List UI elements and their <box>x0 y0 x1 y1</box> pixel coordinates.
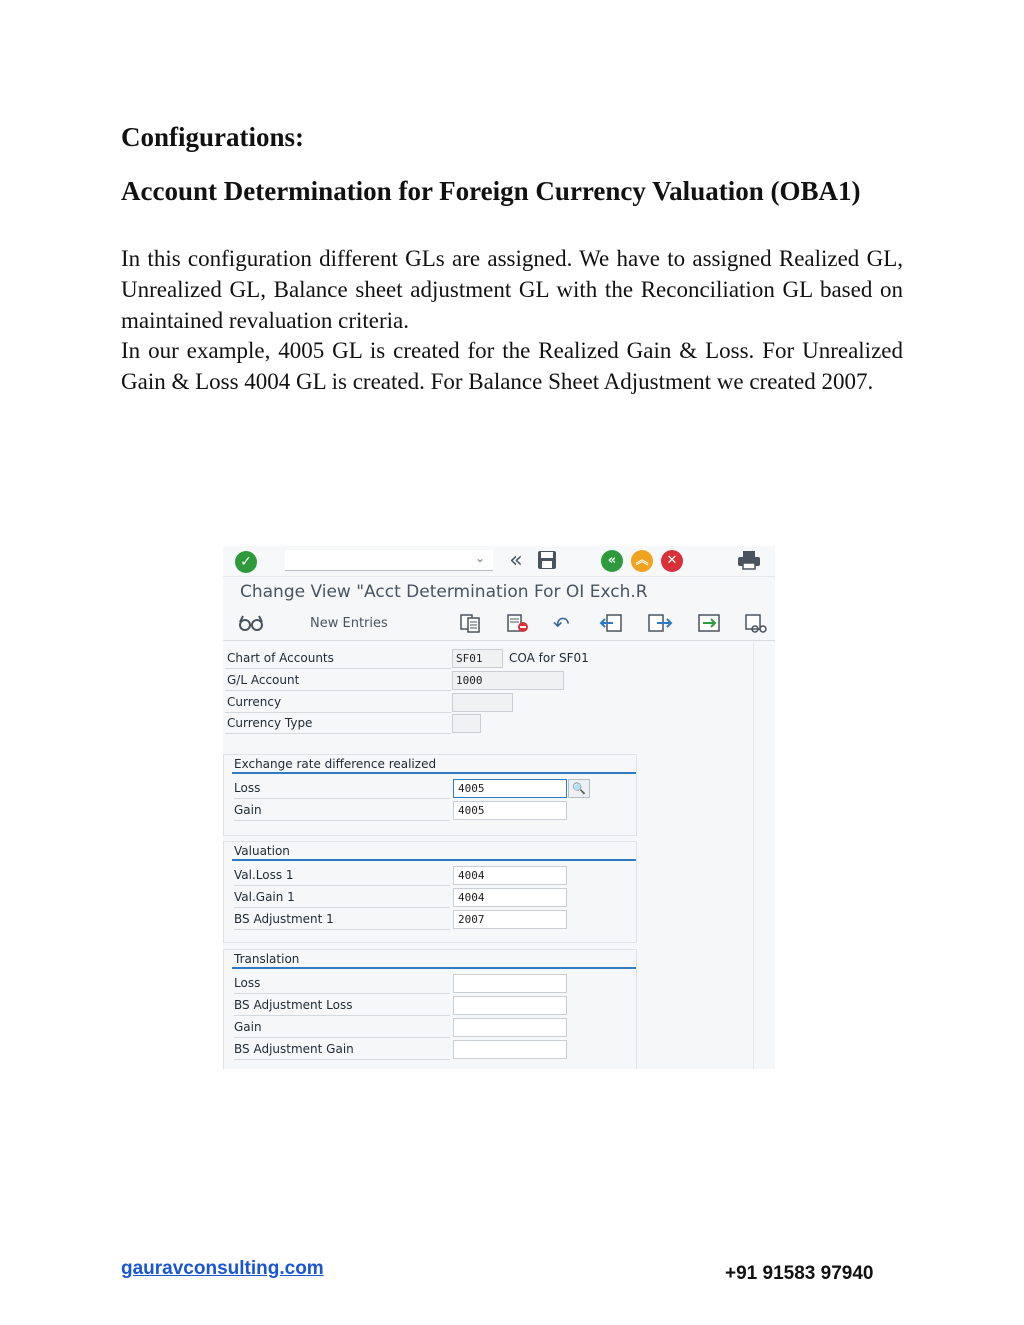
realized-loss-label: Loss <box>234 779 450 799</box>
realized-gain-label: Gain <box>234 801 450 821</box>
cancel-icon[interactable]: ✕ <box>661 550 683 572</box>
bs-adjustment-label: BS Adjustment 1 <box>234 910 450 930</box>
new-entries-button[interactable]: New Entries <box>310 616 388 631</box>
bs-adjustment-gain-label: BS Adjustment Gain <box>234 1040 450 1060</box>
transport-icon[interactable] <box>697 613 723 639</box>
translation-gain-field[interactable] <box>453 1018 567 1037</box>
undo-icon[interactable]: ↶ <box>553 612 570 636</box>
group-divider <box>232 967 636 969</box>
glasses-icon[interactable] <box>238 613 264 639</box>
phone-number: +91 91583 97940 <box>725 1263 874 1284</box>
group-realized-title: Exchange rate difference realized <box>234 757 437 771</box>
val-loss-label: Val.Loss 1 <box>234 866 450 886</box>
currency-type-label: Currency Type <box>225 714 451 734</box>
paragraph-1: In this configuration different GLs are assigned. We have to assigned Realized GL, Unrealized GL, Balance sheet adjustment GL with the Reconciliation GL based on maintained revaluation criteria. <box>121 246 903 333</box>
gl-account-label: G/L Account <box>225 671 451 691</box>
translation-gain-label: Gain <box>234 1018 450 1038</box>
currency-type-field[interactable] <box>452 714 481 733</box>
chart-of-accounts-field[interactable]: SF01 <box>452 649 503 668</box>
select-icon[interactable] <box>599 613 625 639</box>
translation-loss-label: Loss <box>234 974 450 994</box>
group-translation <box>223 949 637 1069</box>
bs-adjustment-loss-field[interactable] <box>453 996 567 1015</box>
paragraph-2: In our example, 4005 GL is created for the Realized Gain & Loss. For Unrealized Gain & Loss 4004 GL is created. For Balance Sheet Adjustment we created 2007. <box>121 338 903 394</box>
page-heading: Configurations: <box>121 122 305 152</box>
save-icon[interactable] <box>535 550 559 572</box>
gl-account-field[interactable]: 1000 <box>452 671 564 690</box>
sap-screenshot <box>223 546 775 1069</box>
back-icon[interactable]: « <box>601 550 623 572</box>
back-double-icon[interactable]: « <box>509 548 523 573</box>
bs-adjustment-gain-field[interactable] <box>453 1040 567 1059</box>
currency-label: Currency <box>225 693 451 713</box>
group-realized <box>223 754 637 836</box>
group-translation-title: Translation <box>234 952 300 966</box>
bs-adjustment-loss-label: BS Adjustment Loss <box>234 996 450 1016</box>
deselect-icon[interactable] <box>647 613 673 639</box>
command-field[interactable] <box>285 550 493 571</box>
val-gain-field[interactable]: 4004 <box>453 888 567 907</box>
exit-icon[interactable]: ︽ <box>631 550 653 572</box>
group-divider <box>232 859 636 861</box>
sap-system-toolbar <box>223 546 775 577</box>
group-valuation <box>223 841 637 943</box>
divider <box>753 642 754 1069</box>
check-icon[interactable]: ✓ <box>235 551 257 573</box>
value-help-icon[interactable]: 🔍 <box>568 779 590 798</box>
copy-icon[interactable] <box>459 613 483 639</box>
group-divider <box>232 772 636 774</box>
delete-icon[interactable] <box>506 613 530 639</box>
screen-title: Change View "Acct Determination For OI Exch.R <box>240 582 648 602</box>
print-icon[interactable] <box>735 550 763 572</box>
group-valuation-title: Valuation <box>234 844 290 858</box>
realized-loss-field[interactable]: 4005 <box>453 779 567 798</box>
bs-adjustment-field[interactable]: 2007 <box>453 910 567 929</box>
application-toolbar <box>223 608 775 641</box>
chart-of-accounts-label: Chart of Accounts <box>225 649 451 669</box>
translation-loss-field[interactable] <box>453 974 567 993</box>
currency-field[interactable] <box>452 693 513 712</box>
val-loss-field[interactable]: 4004 <box>453 866 567 885</box>
chevron-down-icon[interactable]: ⌄ <box>474 551 485 565</box>
val-gain-label: Val.Gain 1 <box>234 888 450 908</box>
display-icon[interactable] <box>743 613 769 639</box>
chart-of-accounts-desc: COA for SF01 <box>509 651 589 665</box>
realized-gain-field[interactable]: 4005 <box>453 801 567 820</box>
section-heading: Account Determination for Foreign Currency Valuation (OBA1) <box>121 176 861 206</box>
website-link[interactable]: gauravconsulting.com <box>121 1258 324 1279</box>
